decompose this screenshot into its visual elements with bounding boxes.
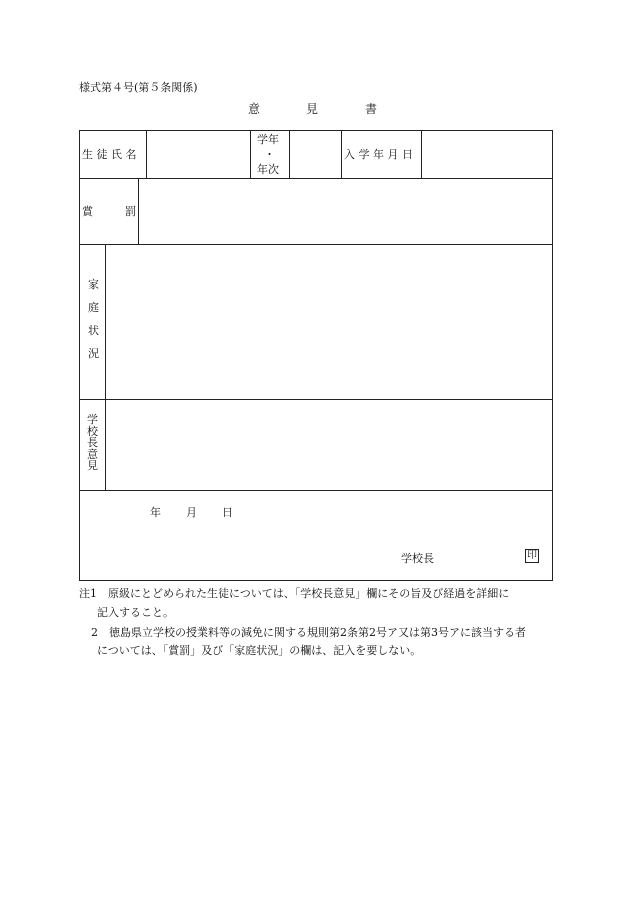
date-year: 年 bbox=[150, 506, 161, 519]
family-label-char: 家 bbox=[88, 278, 99, 291]
col-divider-family-opinion bbox=[105, 244, 106, 490]
reward-label-char-2: 罰 bbox=[125, 205, 136, 218]
opinion-label-char: 学 bbox=[87, 413, 98, 426]
form-number: 様式第４号(第５条関係) bbox=[79, 81, 198, 94]
opinion-label-char: 長 bbox=[87, 436, 98, 449]
date-month: 月 bbox=[186, 506, 197, 519]
row-divider-3 bbox=[80, 399, 552, 400]
opinion-label-char: 校 bbox=[87, 424, 98, 438]
family-situation-label bbox=[88, 279, 99, 371]
note-1-line-1: 注1 原級にとどめられた生徒については、「学校長意見」欄にその旨及び経過を詳細に bbox=[79, 587, 510, 600]
opinion-form-table bbox=[79, 130, 553, 581]
col-divider-name bbox=[146, 131, 147, 178]
title-char-2: 見 bbox=[306, 102, 319, 116]
row-divider-2 bbox=[80, 244, 552, 245]
opinion-label-char: 見 bbox=[87, 459, 98, 472]
student-name-label: 生 徒 氏 名 bbox=[82, 148, 137, 161]
col-divider-grade-left bbox=[250, 131, 251, 178]
date-day: 日 bbox=[222, 506, 233, 519]
opinion-label-char: 意 bbox=[87, 447, 98, 461]
grade-label-top: 学年 bbox=[257, 133, 279, 146]
grade-label-dot: ・ bbox=[264, 148, 275, 161]
col-divider-admission-left bbox=[341, 131, 342, 178]
title-char-1: 意 bbox=[248, 102, 261, 116]
col-divider-admission-right bbox=[421, 131, 422, 178]
row-divider-4 bbox=[80, 490, 552, 491]
row-divider-1 bbox=[80, 178, 552, 179]
grade-label-bottom: 年次 bbox=[257, 163, 279, 176]
seal-box: 印 bbox=[527, 550, 537, 561]
note-2-line-1: 2 徳島県立学校の授業料等の減免に関する規則第2条第2号ア又は第3号アに該当する者 bbox=[91, 626, 526, 639]
family-label-char: 況 bbox=[88, 347, 99, 360]
family-label-char: 庭 bbox=[88, 301, 99, 314]
col-divider-reward bbox=[138, 178, 139, 244]
col-divider-grade-right bbox=[289, 131, 290, 178]
family-label-char: 状 bbox=[88, 324, 99, 337]
admission-date-label: 入 学 年 月 日 bbox=[344, 148, 413, 161]
note-1-line-2: 記入すること。 bbox=[97, 606, 174, 619]
principal-opinion-label bbox=[87, 414, 98, 472]
principal-label: 学校長 bbox=[401, 552, 434, 565]
reward-label-char-1: 賞 bbox=[82, 205, 93, 218]
title-char-3: 書 bbox=[365, 102, 378, 116]
note-2-line-2: については、「賞罰」及び「家庭状況」の欄は、記入を要しない。 bbox=[97, 644, 422, 657]
